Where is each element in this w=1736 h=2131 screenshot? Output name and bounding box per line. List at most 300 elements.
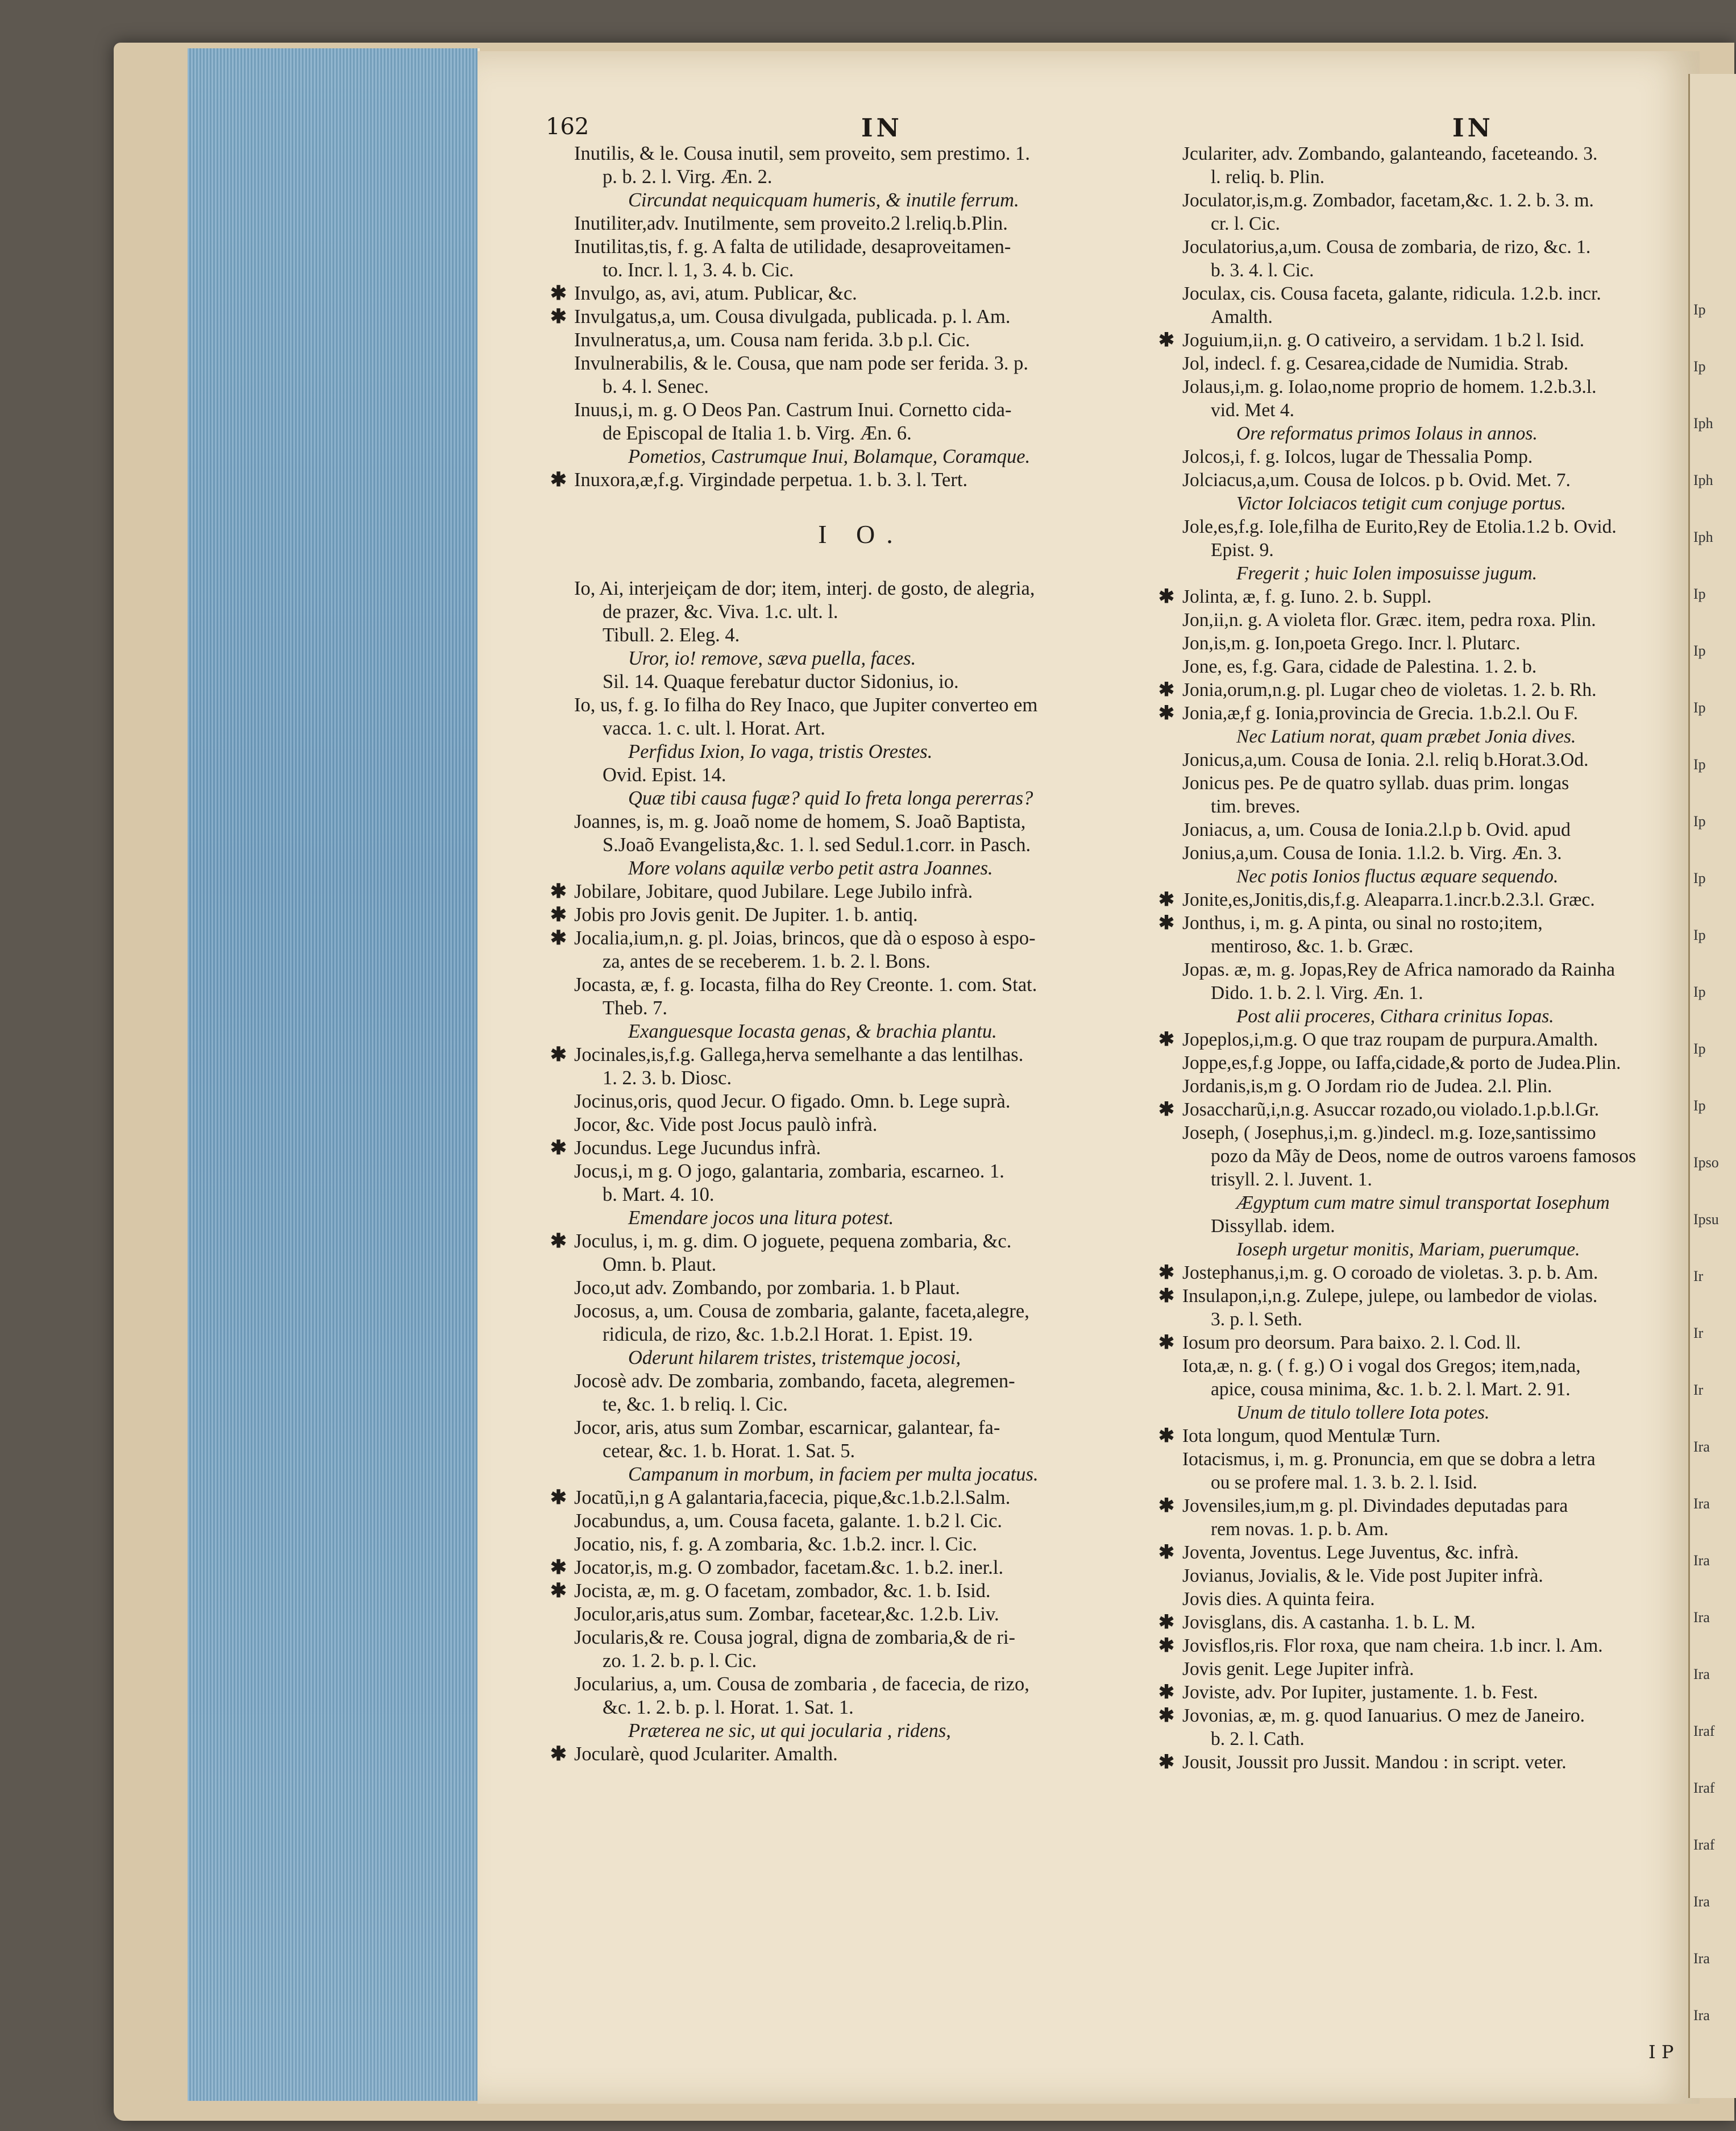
entry-line [574,1253,1148,1276]
entry-line [1158,1424,1694,1448]
entry-text: Jon,ii,n. g. A violeta flor. Græc. item, pedra roxa. Plin. [1182,610,1596,631]
entry-line [1182,1564,1694,1587]
entry-line [1182,1657,1694,1681]
entry-text: Jocosè adv. De zombaria, zombando, faceta, alegremen- [574,1370,1015,1392]
entry-text: Joventa, Joventus. Lege Juventus, &c. infrà. [1182,1542,1519,1563]
entry-line [1158,888,1694,911]
entry-line [574,235,1148,259]
entry-text: Omn. b. Plaut. [603,1254,717,1275]
entry-text: Pometios, Castrumque Inui, Bolamque, Coramque. [628,446,1031,467]
entry-line [574,1510,1148,1533]
entry-line [1182,1727,1694,1751]
entry-line [1182,748,1694,772]
entry-text: Jocularis,& re. Cousa jogral, digna de zombaria,& de ri- [574,1627,1016,1648]
entry-line [574,1673,1148,1696]
entry-line [574,600,1148,624]
entry-line [574,1463,1148,1486]
entry-text: Exanguesque Iocasta genas, & brachia plantu. [628,1021,997,1042]
asterisk-icon: ✱ [1158,703,1175,724]
entry-text: More volans aquilæ verbo petit astra Joannes. [628,857,993,879]
entry-text: Jocator,is, m.g. O zombador, facetam.&c. 1. b.2. iner.l. [574,1557,1004,1578]
entry-line [574,857,1148,880]
entry-text: Jolaus,i,m. g. Iolao,nome proprio de homem. 1.2.b.3.l. [1182,376,1597,397]
entry-text: Jonius,a,um. Cousa de Ionia. 1.l.2. b. Virg. Æn. 3. [1182,843,1562,864]
entry-line [1158,702,1694,725]
entry-line [574,189,1148,212]
entry-text: Jocosus, a, um. Cousa de zombaria, galante, faceta,alegre, [574,1300,1029,1322]
entry-text: Ioseph urgetur monitis, Mariam, puerumque. [1236,1239,1580,1260]
entry-line [1182,935,1694,958]
entry-line [574,1696,1148,1719]
asterisk-icon: ✱ [550,306,567,327]
entry-text: b. 2. l. Cath. [1211,1728,1305,1749]
entry-line [574,647,1148,670]
entry-line [1182,1051,1694,1075]
facing-page-fragment: Ip [1693,358,1706,375]
entry-line [574,259,1148,282]
entry-line [1182,632,1694,655]
entry-text: Jon,is,m. g. Ion,poeta Grego. Incr. l. Plutarc. [1182,633,1521,654]
entry-text: Jovonias, æ, m. g. quod Ianuarius. O mez de Janeiro. [1182,1705,1585,1726]
entry-line [550,1556,1148,1579]
entry-line [574,694,1148,717]
entry-text: cr. l. Cic. [1211,213,1280,234]
entry-line [1158,585,1694,608]
entry-text: Jobilare, Jobitare, quod Jubilare. Lege Jubilo infrà. [574,881,973,902]
entry-line [574,1207,1148,1230]
entry-line [574,1067,1148,1090]
entry-text: Io, us, f. g. Io filha do Rey Inaco, que Jupiter converteo em [574,694,1038,716]
entry-line [1182,1075,1694,1098]
asterisk-icon: ✱ [550,1230,567,1252]
asterisk-icon: ✱ [550,1137,567,1159]
entry-line [1182,515,1694,538]
entry-line [574,1346,1148,1370]
entry-text: Joculus, i, m. g. dim. O joguete, pequena zombaria, &c. [574,1230,1012,1252]
entry-line [574,1160,1148,1183]
entry-line [574,973,1148,997]
entry-line [1158,1704,1694,1727]
facing-page-fragment: Iph [1693,472,1713,488]
asterisk-icon: ✱ [1158,1682,1175,1703]
entry-text: Tibull. 2. Eleg. 4. [603,624,740,646]
facing-page-fragment: Ipso [1693,1154,1719,1171]
entry-text: b. 4. l. Senec. [603,376,709,397]
facing-page-fragment: Ira [1693,1893,1710,1910]
entry-text: Jonicus,a,um. Cousa de Ionia. 2.l. reliq b.Horat.3.Od. [1182,749,1589,770]
entry-line [574,997,1148,1020]
entry-line [1182,1587,1694,1611]
entry-text: Campanum in morbum, in faciem per multa jocatus. [628,1463,1039,1485]
entry-text: Ore reformatus primos Iolaus in annos. [1236,423,1538,444]
entry-line [1182,305,1694,329]
entry-text: Jculariter, adv. Zombando, galanteando, faceteando. 3. [1182,143,1598,164]
facing-page-fragment: Ir [1693,1268,1704,1284]
entry-text: Joculax, cis. Cousa faceta, galante, ridicula. 1.2.b. incr. [1182,283,1601,304]
entry-text: Joannes, is, m. g. Joaõ nome de homem, S. Joaõ Baptista, [574,811,1026,832]
entry-line [574,329,1148,352]
entry-line [574,1626,1148,1649]
entry-line [1182,1308,1694,1331]
entry-text: Jocinales,is,f.g. Gallega,herva semelhante a das lentilhas. [574,1044,1024,1066]
entry-line [1182,981,1694,1005]
entry-line [1182,1145,1694,1168]
entry-text: Iotacismus, i, m. g. Pronuncia, em que se dobra a letra [1182,1449,1596,1470]
entry-line [1182,235,1694,259]
entry-line [1158,1751,1694,1774]
entry-text: Jocor, &c. Vide post Jocus paulò infrà. [574,1114,878,1135]
entry-text: Jocularè, quod Jculariter. Amalth. [574,1743,838,1765]
entry-text: ou se profere mal. 1. 3. b. 2. l. Isid. [1211,1472,1477,1493]
entry-line [1158,678,1694,702]
entry-line [1182,422,1694,445]
entry-line [1158,1634,1694,1657]
entry-text: de prazer, &c. Viva. 1.c. ult. l. [603,601,838,623]
facing-page-fragment: Ip [1693,586,1706,602]
facing-page-fragment: Ira [1693,1552,1710,1569]
asterisk-icon: ✱ [550,904,567,926]
entry-text: Theb. 7. [603,997,668,1019]
entry-text: Fregerit ; huic Iolen imposuisse jugum. [1236,563,1538,584]
entry-line [1182,165,1694,189]
entry-line [574,375,1148,399]
entry-text: Joculor,aris,atus sum. Zombar, facetear,&c. 1.2.b. Liv. [574,1603,999,1625]
entry-line [574,1276,1148,1300]
facing-page-fragment: Ip [1693,984,1706,1000]
entry-line [574,740,1148,764]
entry-line [1182,608,1694,632]
entry-text: Jocabundus, a, um. Cousa faceta, galante. 1. b.2 l. Cic. [574,1510,1003,1532]
entry-line [550,1230,1148,1253]
entry-line [574,810,1148,834]
facing-page-fragment: Ip [1693,756,1706,773]
asterisk-icon: ✱ [1158,889,1175,910]
entry-line [550,903,1148,927]
entry-line [574,352,1148,375]
entry-line [574,1649,1148,1673]
entry-text: Jolcos,i, f. g. Iolcos, lugar de Thessalia Pomp. [1182,446,1533,467]
entry-text: Jocasta, æ, f. g. Iocasta, filha do Rey Creonte. 1. com. Stat. [574,974,1037,996]
entry-line [574,1113,1148,1137]
entry-line [574,834,1148,857]
entry-text: Jopeplos,i,m.g. O que traz roupam de purpura.Amalth. [1182,1029,1598,1050]
entry-text: mentiroso, &c. 1. b. Græc. [1211,936,1414,957]
asterisk-icon: ✱ [550,1743,567,1765]
entry-text: Jonia,orum,n.g. pl. Lugar cheo de violetas. 1. 2. b. Rh. [1182,679,1597,700]
asterisk-icon: ✱ [1158,1495,1175,1516]
entry-line [1182,1168,1694,1191]
facing-page-fragment: Ira [1693,2007,1710,2024]
entry-text: Ovid. Epist. 14. [603,764,726,786]
asterisk-icon: ✱ [550,1044,567,1066]
entry-line [1158,1261,1694,1284]
entry-text: Quæ tibi causa fugæ? quid Io freta longa pererras? [628,787,1033,809]
entry-text: Insulapon,i,n.g. Zulepe, julepe, ou lambedor de violas. [1182,1286,1598,1307]
facing-page-fragment: Ip [1693,870,1706,886]
facing-page-fragment: Ip [1693,927,1706,943]
entry-line [574,1603,1148,1626]
entry-text: Jovisflos,ris. Flor roxa, que nam cheira. 1.b incr. l. Am. [1182,1635,1603,1656]
facing-page-fragment: Ip [1693,301,1706,318]
entry-line [550,282,1148,305]
entry-line [1182,352,1694,375]
asterisk-icon: ✱ [1158,913,1175,934]
asterisk-icon: ✱ [1158,1752,1175,1773]
entry-text: I O. [818,520,904,549]
entry-text: apice, cousa minima, &c. 1. b. 2. l. Mart. 2. 91. [1211,1379,1571,1400]
entry-line [550,1743,1148,1766]
entry-text: Joniacus, a, um. Cousa de Ionia.2.l.p b. Ovid. apud [1182,819,1571,840]
entry-text: Jovisglans, dis. A castanha. 1. b. L. M. [1182,1612,1476,1633]
entry-line [1182,958,1694,981]
asterisk-icon: ✱ [550,1557,567,1578]
entry-text: Jonicus pes. Pe de quatro syllab. duas prim. longas [1182,773,1569,794]
facing-page-fragment: Ip [1693,642,1706,659]
entry-text: Epist. 9. [1211,540,1274,561]
entry-text: Joguium,ii,n. g. O cativeiro, a servidam. 1 b.2 l. Isid. [1182,330,1585,351]
entry-line [574,445,1148,469]
entry-line [1182,282,1694,305]
entry-line [574,1440,1148,1463]
entry-text: pozo da Mãy de Deos, nome de outros varoens famosos [1211,1146,1636,1167]
entry-text: S.Joaõ Evangelista,&c. 1. l. sed Sedul.1.corr. in Pasch. [603,834,1031,856]
entry-text: Oderunt hilarem tristes, tristemque jocosi, [628,1347,961,1369]
entry-text: Post alii proceres, Cithara crinitus Iopas. [1236,1006,1554,1027]
entry-line [1158,1681,1694,1704]
entry-text: Jonite,es,Jonitis,dis,f.g. Aleaparra.1.incr.b.2.3.l. Græc. [1182,889,1595,910]
entry-line [1158,1541,1694,1564]
entry-line [574,1719,1148,1743]
facing-page-fragment: Iraf [1693,1836,1715,1853]
entry-text: Inuxora,æ,f.g. Virgindade perpetua. 1. b. 3. l. Tert. [574,469,968,491]
entry-line [1182,538,1694,562]
entry-line [574,764,1148,787]
asterisk-icon: ✱ [1158,1262,1175,1283]
entry-text: Inutiliter,adv. Inutilmente, sem proveito.2 l.reliq.b.Plin. [574,213,1008,234]
entry-text: Invulgatus,a, um. Cousa divulgada, publicada. p. l. Am. [574,306,1011,327]
entry-text: vid. Met 4. [1211,400,1295,421]
entry-line [550,880,1148,903]
entry-line [574,787,1148,810]
entry-text: Jol, indecl. f. g. Cesarea,cidade de Numidia. Strab. [1182,353,1569,374]
entry-line [1182,375,1694,399]
entry-line [1182,1005,1694,1028]
entry-text: Invulneratus,a, um. Cousa nam ferida. 3.b p.l. Cic. [574,329,970,351]
entry-line [574,1300,1148,1323]
right-column [1158,142,1694,1774]
signature-mark: I P [1648,2041,1674,2063]
facing-page-fragment: Ip [1693,699,1706,716]
entry-text: tim. breves. [1211,796,1301,817]
entry-text: b. 3. 4. l. Cic. [1211,260,1314,281]
entry-text: Jovis genit. Lege Jupiter infrà. [1182,1659,1414,1680]
entry-text: Jocista, æ, m. g. O facetam, zombador, &c. 1. b. Isid. [574,1580,991,1602]
entry-text: Jordanis,is,m g. O Jordam rio de Judea. 2.l. Plin. [1182,1076,1552,1097]
entry-line [1182,562,1694,585]
entry-line [1182,772,1694,795]
entry-text: Jocor, aris, atus sum Zombar, escarnicar, galantear, fa- [574,1417,1000,1438]
asterisk-icon: ✱ [1158,1099,1175,1120]
entry-line [1158,1494,1694,1518]
entry-line [550,927,1148,950]
entry-text: Victor Iolciacos tetigit cum conjuge portus. [1236,493,1566,514]
facing-page-fragment: Ira [1693,1438,1710,1455]
facing-page-fragment: Ira [1693,1666,1710,1682]
entry-text: ridicula, de rizo, &c. 1.b.2.l Horat. 1. Epist. 19. [603,1324,973,1345]
entry-text: Dido. 1. b. 2. l. Virg. Æn. 1. [1211,982,1423,1004]
entry-line [574,422,1148,445]
entry-text: Unum de titulo tollere Iota potes. [1236,1402,1490,1423]
facing-page-fragment: Iph [1693,415,1713,432]
entry-line [1182,142,1694,165]
entry-text: Jolinta, æ, f. g. Iuno. 2. b. Suppl. [1182,586,1432,607]
entry-line [1182,1238,1694,1261]
entry-line [1182,445,1694,469]
asterisk-icon: ✱ [1158,586,1175,607]
entry-text: 3. p. l. Seth. [1211,1309,1302,1330]
entry-line [1182,818,1694,841]
entry-line [574,1370,1148,1393]
facing-page-fragment: Ira [1693,1609,1710,1626]
section-heading [574,509,1148,560]
facing-page-edge [1688,74,1736,2098]
entry-line [550,1043,1148,1067]
entry-text: Joseph, ( Josephus,i,m. g.)indecl. m.g. Ioze,santissimo [1182,1122,1596,1143]
facing-page-fragment: Ip [1693,813,1706,830]
entry-text: Ægyptum cum matre simul transportat Iosephum [1236,1192,1610,1213]
entry-line [1158,1331,1694,1354]
entry-line [574,1090,1148,1113]
entry-text: Uror, io! remove, sæva puella, faces. [628,648,916,669]
entry-text: Josaccharũ,i,n.g. Asuccar rozado,ou violado.1.p.b.l.Gr. [1182,1099,1600,1120]
asterisk-icon: ✱ [1158,679,1175,700]
facing-page-fragment: Iraf [1693,1780,1715,1796]
entry-text: Jocundus. Lege Jucundus infrà. [574,1137,821,1159]
entry-line [1182,212,1694,235]
entry-line [1182,1401,1694,1424]
entry-text: de Episcopal de Italia 1. b. Virg. Æn. 6. [603,422,912,444]
entry-text: Circundat nequicquam humeris, & inutile ferrum. [628,189,1019,211]
entry-line [1182,1214,1694,1238]
entry-text: Jonia,æ,f g. Ionia,provincia de Grecia. 1.b.2.l. Ou F. [1182,703,1579,724]
entry-line [1182,725,1694,748]
entry-text: Joppe,es,f.g Joppe, ou Iaffa,cidade,& porto de Judea.Plin. [1182,1052,1621,1073]
entry-line [1182,1448,1694,1471]
entry-text: za, antes de se receberem. 1. b. 2. l. Bons. [603,951,931,972]
facing-page-fragment: Ipsu [1693,1211,1719,1228]
asterisk-icon: ✱ [1158,330,1175,351]
entry-text: Perfidus Ixion, Io vaga, tristis Orestes. [628,741,933,762]
entry-line [1182,1354,1694,1378]
facing-page-fragment: Iph [1693,529,1713,545]
entry-text: Emendare jocos una litura potest. [628,1207,894,1229]
entry-line [1182,492,1694,515]
entry-line [1182,1518,1694,1541]
entry-text: zo. 1. 2. b. p. l. Cic. [603,1650,757,1672]
entry-text: Amalth. [1211,306,1273,327]
entry-text: Inutilis, & le. Cousa inutil, sem proveito, sem prestimo. 1. [574,143,1031,164]
facing-page-fragment: Ip [1693,1097,1706,1114]
entry-line [550,1137,1148,1160]
entry-text: Nec Latium norat, quam præbet Jonia dives. [1236,726,1576,747]
entry-line [1158,329,1694,352]
entry-text: Jovianus, Jovialis, & le. Vide post Jupiter infrà. [1182,1565,1543,1586]
entry-text: Præterea ne sic, ut qui jocularia , ridens, [628,1720,951,1742]
entry-line [574,670,1148,694]
entry-line [574,1393,1148,1416]
asterisk-icon: ✱ [1158,1635,1175,1656]
entry-text: Jole,es,f.g. Iole,filha de Eurito,Rey de Etolia.1.2 b. Ovid. [1182,516,1617,537]
entry-line [1158,1611,1694,1634]
entry-line [550,1486,1148,1510]
entry-line [574,560,1148,577]
entry-text: Io, Ai, interjeiçam de dor; item, interj. de gosto, de alegria, [574,578,1035,599]
entry-text: Jone, es, f.g. Gara, cidade de Palestina. 1. 2. b. [1182,656,1537,677]
entry-text: Dissyllab. idem. [1211,1216,1335,1237]
entry-line [1182,795,1694,818]
entry-line [574,492,1148,509]
entry-line [550,469,1148,492]
entry-text: Invulnerabilis, & le. Cousa, que nam pode ser ferida. 3. p. [574,353,1029,374]
entry-text: Joculatorius,a,um. Cousa de zombaria, de rizo, &c. 1. [1182,237,1591,258]
entry-line [1158,1028,1694,1051]
entry-line [1158,911,1694,935]
entry-line [1182,469,1694,492]
entry-text: Jostephanus,i,m. g. O coroado de violetas. 3. p. b. Am. [1182,1262,1598,1283]
entry-line [1182,189,1694,212]
entry-text: Jocinus,oris, quod Jecur. O figado. Omn. b. Lege suprà. [574,1091,1011,1112]
page-block-edge [188,48,480,2101]
entry-line [1182,655,1694,678]
entry-text: Sil. 14. Quaque ferebatur ductor Sidonius, io. [603,671,959,693]
entry-text: cetear, &c. 1. b. Horat. 1. Sat. 5. [603,1440,855,1462]
entry-text: Jousit, Joussit pro Jussit. Mandou : in script. veter. [1182,1752,1567,1773]
entry-text: Jocatũ,i,n g A galantaria,facecia, pique,&c.1.b.2.l.Salm. [574,1487,1011,1508]
entry-text: Joviste, adv. Por Iupiter, justamente. 1. b. Fest. [1182,1682,1538,1703]
entry-text: Jocularius, a, um. Cousa de zombaria , de facecia, de rizo, [574,1673,1029,1695]
entry-text: Jocus,i, m g. O jogo, galantaria, zombaria, escarneo. 1. [574,1160,1004,1182]
entry-line [574,717,1148,740]
entry-line [574,624,1148,647]
entry-line [1182,841,1694,865]
asterisk-icon: ✱ [550,1580,567,1602]
asterisk-icon: ✱ [550,1487,567,1508]
entry-line [574,577,1148,600]
entry-line [574,1533,1148,1556]
entry-line [574,1183,1148,1207]
entry-text: rem novas. 1. p. b. Am. [1211,1519,1389,1540]
asterisk-icon: ✱ [550,881,567,902]
entry-text: Jocatio, nis, f. g. A zombaria, &c. 1.b.2. incr. l. Cic. [574,1533,978,1555]
entry-text: Jocalia,ium,n. g. pl. Joias, brincos, que dà o esposo à espo- [574,927,1036,949]
entry-line [574,142,1148,165]
entry-line [1182,1471,1694,1494]
asterisk-icon: ✱ [1158,1425,1175,1446]
entry-line [1158,1098,1694,1121]
entry-text: Joco,ut adv. Zombando, por zombaria. 1. b Plaut. [574,1277,960,1299]
asterisk-icon: ✱ [550,469,567,491]
entry-line [574,165,1148,189]
entry-text: Iota,æ, n. g. ( f. g.) O i vogal dos Gregos; item,nada, [1182,1355,1581,1377]
asterisk-icon: ✱ [550,283,567,304]
entry-text: Inutilitas,tis, f. g. A falta de utilidade, desaproveitamen- [574,236,1011,258]
facing-page-fragment: Iraf [1693,1723,1715,1739]
entry-text: 1. 2. 3. b. Diosc. [603,1067,732,1089]
asterisk-icon: ✱ [1158,1029,1175,1050]
entry-text: Jovis dies. A quinta feira. [1182,1589,1375,1610]
entry-text: te, &c. 1. b reliq. l. Cic. [603,1394,788,1415]
entry-text: Joculator,is,m.g. Zombador, facetam,&c. 1. 2. b. 3. m. [1182,190,1594,211]
